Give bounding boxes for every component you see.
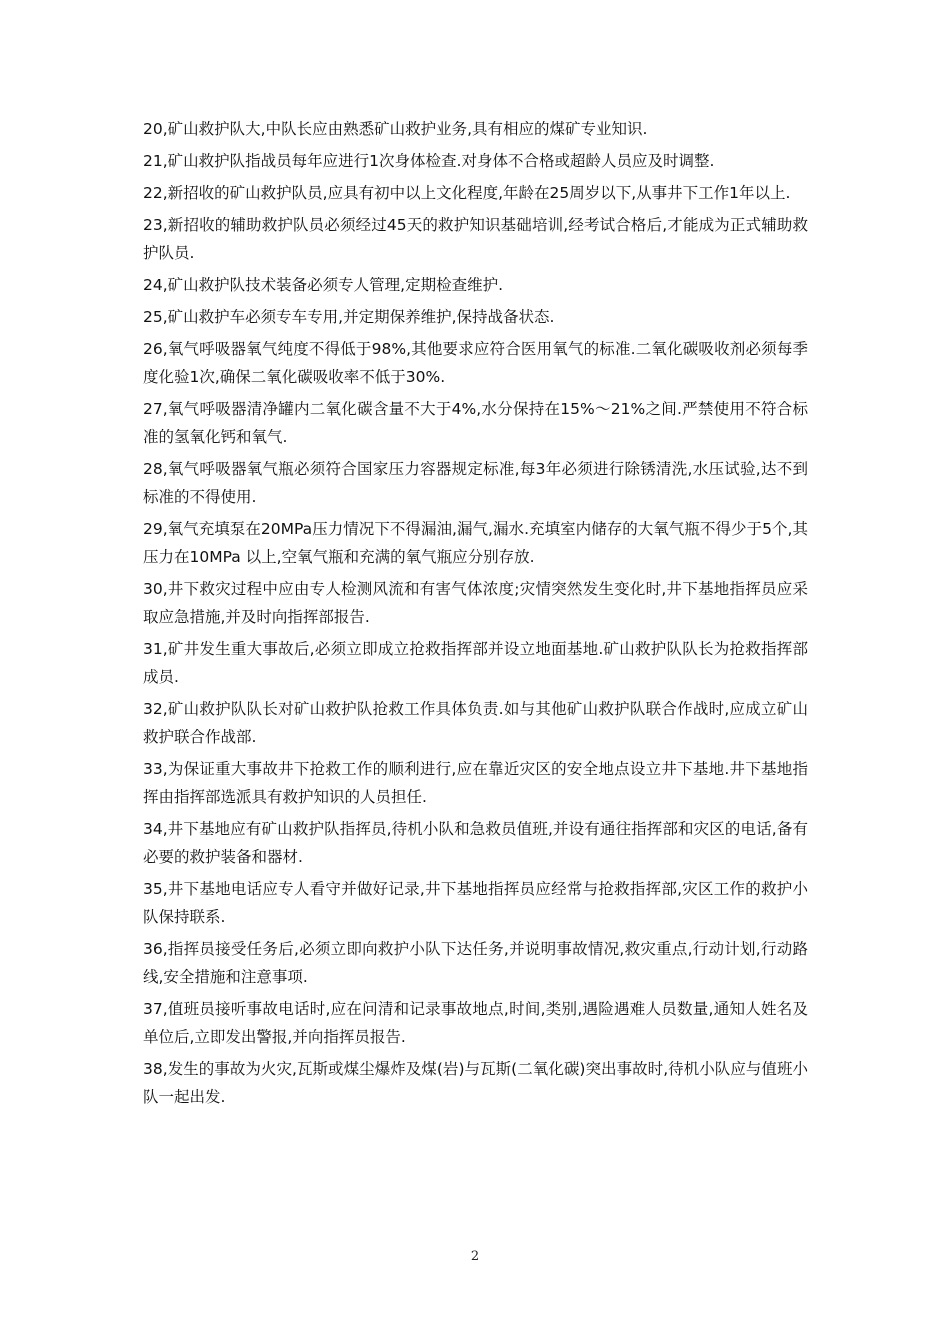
paragraph-32: 32,矿山救护队队长对矿山救护队抢救工作具体负责.如与其他矿山救护队联合作战时,应成立矿山救护联合作战部. bbox=[143, 700, 808, 746]
paragraph-23: 23,新招收的辅助救护队员必须经过45天的救护知识基础培训,经考试合格后,才能成为正式辅助救护队员. bbox=[143, 216, 808, 262]
paragraph-27: 27,氧气呼吸器清净罐内二氧化碳含量不大于4%,水分保持在15%～21%之间.严禁使用不符合标准的氢氧化钙和氧气. bbox=[143, 400, 808, 446]
paragraph-20: 20,矿山救护队大,中队长应由熟悉矿山救护业务,具有相应的煤矿专业知识. bbox=[143, 120, 648, 138]
paragraph-34: 34,井下基地应有矿山救护队指挥员,待机小队和急救员值班,并设有通往指挥部和灾区的电话,备有必要的救护装备和器材. bbox=[143, 820, 808, 866]
paragraph-35: 35,井下基地电话应专人看守并做好记录,井下基地指挥员应经常与抢救指挥部,灾区工作的救护小队保持联系. bbox=[143, 880, 808, 926]
page-number: 2 bbox=[470, 1249, 480, 1264]
paragraph-30: 30,井下救灾过程中应由专人检测风流和有害气体浓度;灾情突然发生变化时,井下基地指挥员应采取应急措施,并及时向指挥部报告. bbox=[143, 580, 808, 626]
paragraph-28: 28,氧气呼吸器氧气瓶必须符合国家压力容器规定标准,每3年必须进行除锈清洗,水压试验,达不到标准的不得使用. bbox=[143, 460, 808, 506]
paragraph-21: 21,矿山救护队指战员每年应进行1次身体检查.对身体不合格或超龄人员应及时调整. bbox=[143, 152, 715, 170]
paragraph-31: 31,矿井发生重大事故后,必须立即成立抢救指挥部并设立地面基地.矿山救护队队长为抢救指挥部成员. bbox=[143, 640, 808, 686]
paragraph-26: 26,氧气呼吸器氧气纯度不得低于98%,其他要求应符合医用氧气的标准.二氧化碳吸收剂必须每季度化验1次,确保二氧化碳吸收率不低于30%. bbox=[143, 340, 808, 386]
document-body bbox=[143, 115, 808, 1115]
paragraph-24: 24,矿山救护队技术装备必须专人管理,定期检查维护. bbox=[143, 276, 504, 294]
paragraph-22: 22,新招收的矿山救护队员,应具有初中以上文化程度,年龄在25周岁以下,从事井下工作1年以上. bbox=[143, 184, 791, 202]
paragraph-25: 25,矿山救护车必须专车专用,并定期保养维护,保持战备状态. bbox=[143, 308, 555, 326]
paragraph-33: 33,为保证重大事故井下抢救工作的顺利进行,应在靠近灾区的安全地点设立井下基地.井下基地指挥由指挥部选派具有救护知识的人员担任. bbox=[143, 760, 808, 806]
paragraph-37: 37,值班员接听事故电话时,应在问清和记录事故地点,时间,类别,遇险遇难人员数量,通知人姓名及单位后,立即发出警报,并向指挥员报告. bbox=[143, 1000, 808, 1046]
paragraph-29: 29,氧气充填泵在20MPa压力情况下不得漏油,漏气,漏水.充填室内储存的大氧气瓶不得少于5个,其压力在10MPa 以上,空氧气瓶和充满的氧气瓶应分别存放. bbox=[143, 520, 808, 566]
paragraph-38: 38,发生的事故为火灾,瓦斯或煤尘爆炸及煤(岩)与瓦斯(二氧化碳)突出事故时,待机小队应与值班小队一起出发. bbox=[143, 1060, 808, 1106]
paragraph-36: 36,指挥员接受任务后,必须立即向救护小队下达任务,并说明事故情况,救灾重点,行动计划,行动路线,安全措施和注意事项. bbox=[143, 940, 808, 986]
